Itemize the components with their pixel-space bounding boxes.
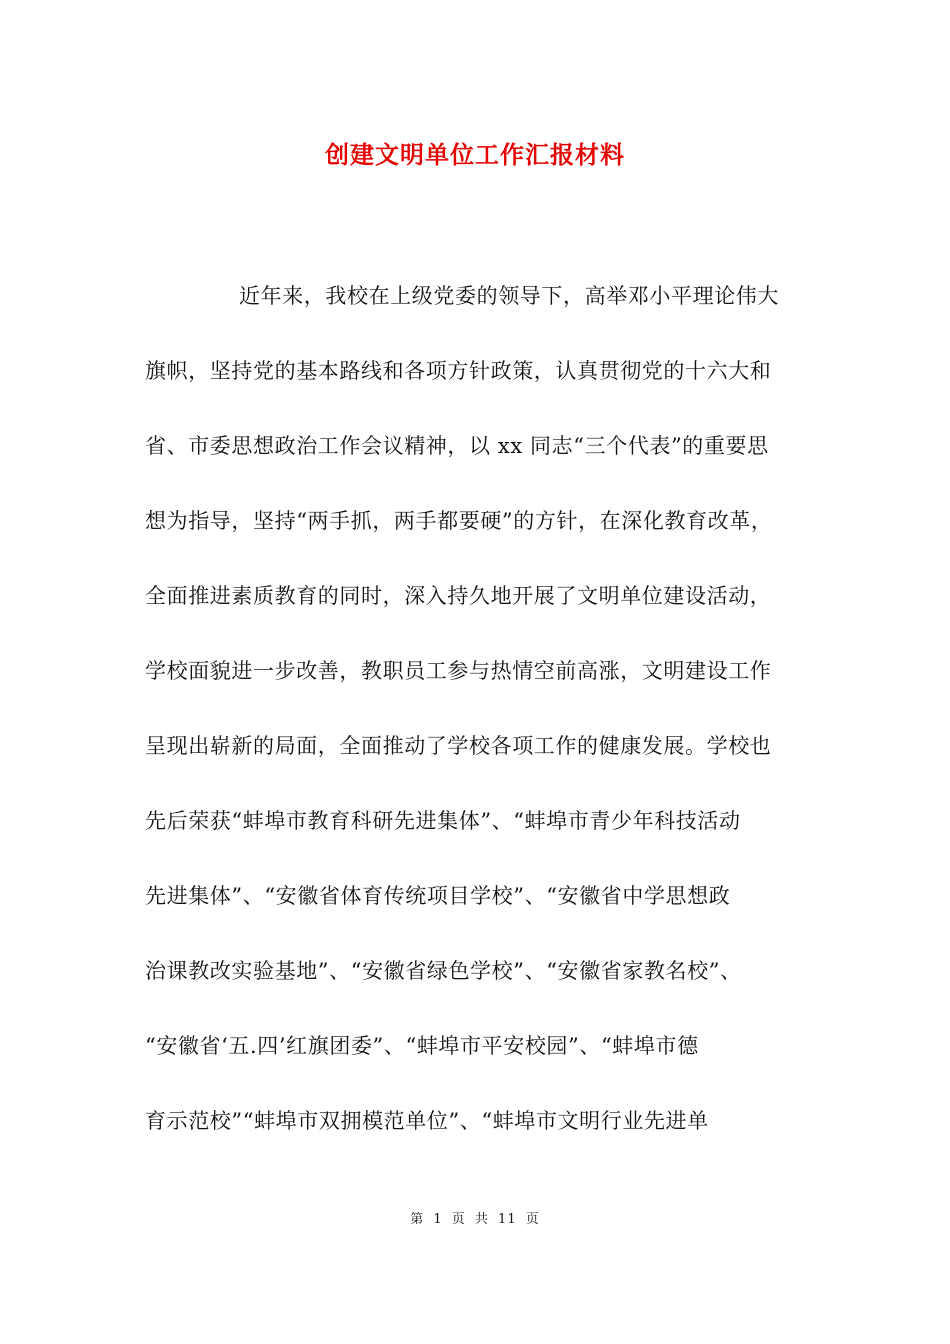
paragraph-line: 治课教改实验基地”、“安徽省绿色学校”、“安徽省家教名校”、: [145, 959, 742, 983]
document-title: 创建文明单位工作汇报材料: [325, 140, 625, 169]
paragraph-line: 旗帜，坚持党的基本路线和各项方针政策，认真贯彻党的十六大和: [145, 359, 772, 383]
page-number-footer: 第 1 页 共 11 页: [410, 1212, 540, 1227]
paragraph-line: 近年来，我校在上级党委的领导下，高举邓小平理论伟大: [239, 284, 779, 308]
paragraph-line: 全面推进素质教育的同时，深入持久地开展了文明单位建设活动，: [145, 584, 772, 608]
paragraph-line: 学校面貌进一步改善，教职员工参与热情空前高涨，文明建设工作: [145, 659, 772, 683]
paragraph-line: 想为指导，坚持“两手抓，两手都要硬”的方针，在深化教育改革，: [145, 509, 773, 533]
paragraph-line: 先进集体”、“安徽省体育传统项目学校”、“安徽省中学思想政: [145, 884, 731, 908]
paragraph-line: 呈现出崭新的局面，全面推动了学校各项工作的健康发展。学校也: [145, 734, 772, 758]
paragraph-line: “安徽省‘五.四’红旗团委”、“蚌埠市平安校园”、“蚌埠市德: [145, 1034, 699, 1058]
paragraph-line: 先后荣获“蚌埠市教育科研先进集体”、“蚌埠市青少年科技活动: [145, 809, 741, 833]
paragraph-line: 育示范校”“蚌埠市双拥模范单位”、“蚌埠市文明行业先进单: [145, 1109, 709, 1133]
paragraph-line: 省、市委思想政治工作会议精神，以 xx 同志“三个代表”的重要思: [145, 434, 769, 458]
